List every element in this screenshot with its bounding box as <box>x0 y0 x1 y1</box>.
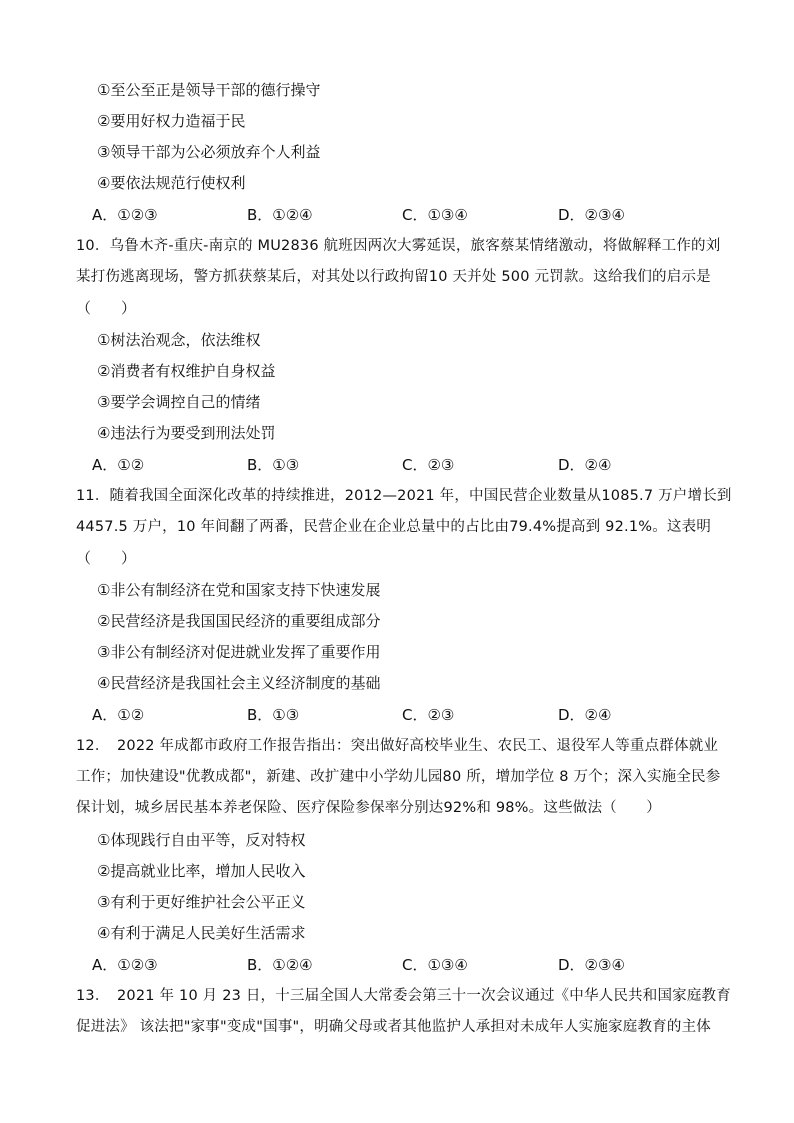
q9-option-2: ②要用好权力造福于民 <box>97 112 246 130</box>
q9-answer-choices <box>92 205 732 225</box>
q9-option-1: ①至公至正是领导干部的德行操守 <box>97 81 321 99</box>
q10-option-2: ②消费者有权维护自身权益 <box>97 362 276 380</box>
q12-answer-choices <box>92 955 732 975</box>
q13-stem-line-1: 13． 2021 年 10 月 23 日，十三届全国人大常委会第三十一次会议通过《中华人民共和国家庭教育 <box>76 988 731 1004</box>
q11-option-4: ④民营经济是我国社会主义经济制度的基础 <box>97 674 381 692</box>
q9-option-4: ④要依法规范行使权利 <box>97 174 246 192</box>
q9-choice-c[interactable]: C．①③④ <box>402 206 468 224</box>
q12-option-4: ④有利于满足人民美好生活需求 <box>97 924 306 942</box>
q11-answer-choices <box>92 705 732 725</box>
q10-option-1: ①树法治观念，依法维权 <box>97 331 261 349</box>
q11-choice-a[interactable]: A．①② <box>92 706 145 724</box>
q11-stem-line-1: 11．随着我国全面深化改革的持续推进，2012—2021 年，中国民营企业数量从1085.7 万户增长到 <box>76 488 732 504</box>
q9-choice-b[interactable]: B．①②④ <box>247 206 313 224</box>
q11-option-2: ②民营经济是我国国民经济的重要组成部分 <box>97 612 381 630</box>
q12-stem-line-2: 工作；加快建设"优教成都"，新建、改扩建中小学幼儿园80 所，增加学位 8 万个；深入实施全民参 <box>76 769 721 785</box>
q9-option-3: ③领导干部为公必须放弃个人利益 <box>97 143 321 161</box>
q12-choice-a[interactable]: A．①②③ <box>92 956 158 974</box>
q13-stem-line-2: 促进法》 该法把"家事"变成"国事"，明确父母或者其他监护人承担对未成年人实施家庭教育的主体 <box>76 1019 711 1035</box>
q12-stem-line-1: 12． 2022 年成都市政府工作报告指出：突出做好高校毕业生、农民工、退役军人等重点群体就业 <box>76 738 719 754</box>
q11-option-3: ③非公有制经济对促进就业发挥了重要作用 <box>97 643 381 661</box>
q12-option-2: ②提高就业比率，增加人民收入 <box>97 862 306 880</box>
q11-choice-b[interactable]: B．①③ <box>247 706 300 724</box>
q10-stem-line-3: （ ） <box>76 299 137 317</box>
q10-choice-a[interactable]: A．①② <box>92 456 145 474</box>
q10-option-4: ④违法行为要受到刑法处罚 <box>97 424 276 442</box>
q10-choice-c[interactable]: C．②③ <box>402 456 455 474</box>
q12-stem-line-3: 保计划，城乡居民基本养老保险、医疗保险参保率分别达92%和 98%。这些做法（ ） <box>76 800 661 816</box>
q11-choice-d[interactable]: D．②④ <box>558 706 612 724</box>
q10-option-3: ③要学会调控自己的情绪 <box>97 393 261 411</box>
q11-stem-line-3: （ ） <box>76 549 137 567</box>
q11-option-1: ①非公有制经济在党和国家支持下快速发展 <box>97 581 381 599</box>
q10-answer-choices <box>92 455 732 475</box>
q12-option-3: ③有利于更好维护社会公平正义 <box>97 893 306 911</box>
q9-choice-a[interactable]: A．①②③ <box>92 206 158 224</box>
q11-stem-line-2: 4457.5 万户，10 年间翻了两番，民营企业在企业总量中的占比由79.4%提高到 92.1%。这表明 <box>76 519 712 535</box>
q10-stem-line-1: 10．乌鲁木齐-重庆-南京的 MU2836 航班因两次大雾延误，旅客蔡某情绪激动，将做解释工作的刘 <box>76 238 721 254</box>
q12-choice-c[interactable]: C．①③④ <box>402 956 468 974</box>
q12-choice-d[interactable]: D．②③④ <box>558 956 625 974</box>
q12-choice-b[interactable]: B．①②④ <box>247 956 313 974</box>
q10-stem-line-2: 某打伤逃离现场，警方抓获蔡某后，对其处以行政拘留10 天并处 500 元罚款。这给我们的启示是 <box>76 269 711 285</box>
q12-option-1: ①体现践行自由平等，反对特权 <box>97 831 306 849</box>
q10-choice-d[interactable]: D．②④ <box>558 456 612 474</box>
q9-choice-d[interactable]: D．②③④ <box>558 206 625 224</box>
q10-choice-b[interactable]: B．①③ <box>247 456 300 474</box>
q11-choice-c[interactable]: C．②③ <box>402 706 455 724</box>
